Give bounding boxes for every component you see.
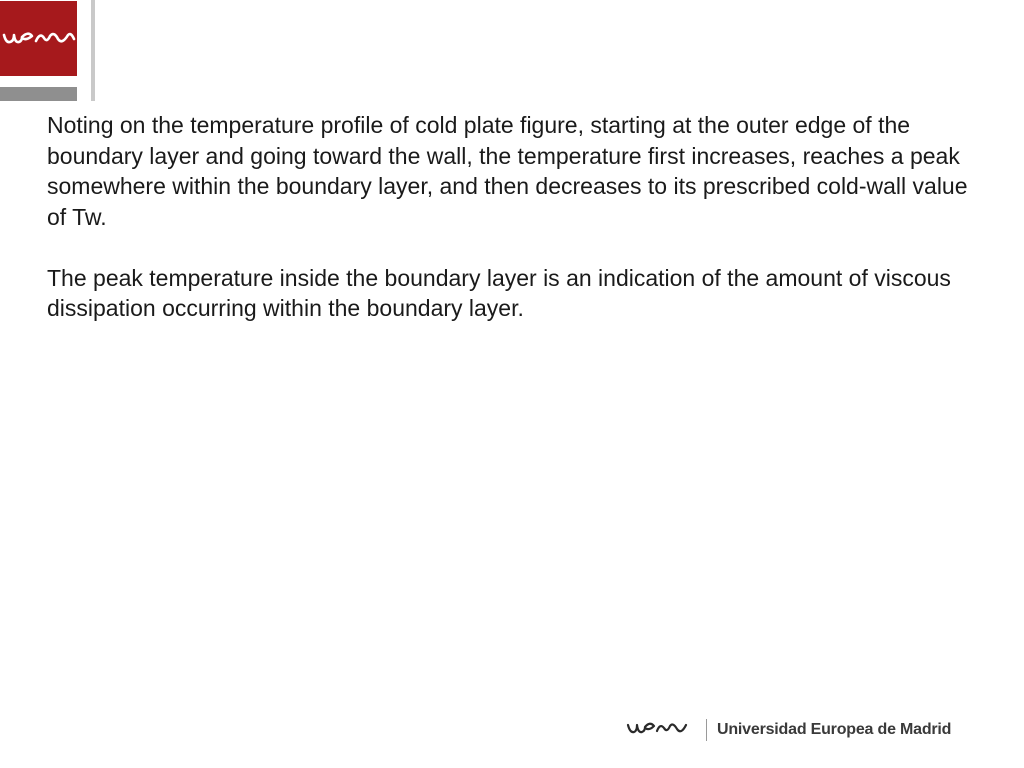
header-vertical-divider: [91, 0, 95, 101]
slide-body: [47, 110, 987, 354]
footer-branding: [626, 716, 951, 744]
header-logo: [0, 1, 77, 76]
paragraph-1: Noting on the temperature profile of cold plate figure, starting at the outer edge of the boundary layer and going toward the wall, the temperature first increases, reaches a peak somewhere within the boundary layer, and then decreases to its prescribed cold-wall value of Tw.: [47, 112, 968, 230]
institution-name: Universidad Europea de Madrid: [717, 721, 952, 738]
footer-divider: [706, 719, 707, 741]
header-grey-bar: [0, 87, 77, 101]
paragraph-2: The peak temperature inside the boundary layer is an indication of the amount of viscous dissipation occurring within the boundary layer.: [47, 264, 951, 321]
uem-logo-icon: [2, 29, 76, 51]
uem-wordmark-icon: [626, 720, 690, 740]
